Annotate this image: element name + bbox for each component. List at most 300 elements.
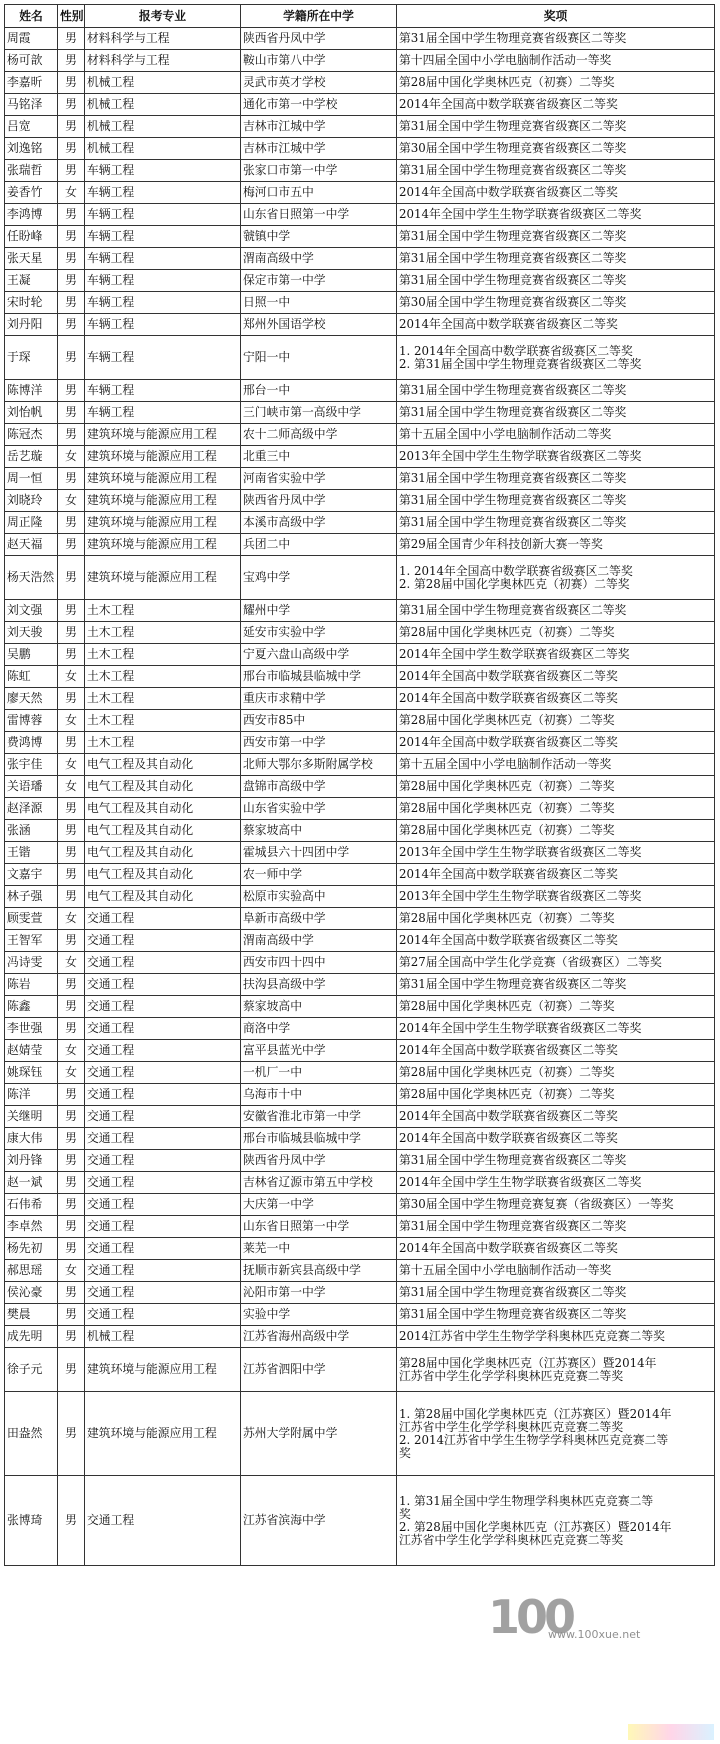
cell-school: 宁夏六盘山高级中学: [241, 644, 397, 666]
cell-award: 第31届全国中学生物理竞赛省级赛区二等奖: [397, 490, 715, 512]
cell-school: 吉林市江城中学: [241, 116, 397, 138]
cell-gender: 男: [58, 204, 85, 226]
cell-major: 电气工程及其自动化: [85, 754, 241, 776]
cell-school: 鞍山市第八中学: [241, 50, 397, 72]
cell-major: 电气工程及其自动化: [85, 864, 241, 886]
cell-major: 机械工程: [85, 72, 241, 94]
cell-gender: 男: [58, 1238, 85, 1260]
header-row: [5, 5, 715, 28]
cell-school: 河南省实验中学: [241, 468, 397, 490]
cell-major: 土木工程: [85, 600, 241, 622]
cell-major: 车辆工程: [85, 248, 241, 270]
table-row: [5, 468, 715, 490]
cell-school: 一机厂一中: [241, 1062, 397, 1084]
cell-name: 张涵: [5, 820, 58, 842]
cell-major: 建筑环境与能源应用工程: [85, 512, 241, 534]
cell-school: 梅河口市五中: [241, 182, 397, 204]
cell-major: 土木工程: [85, 622, 241, 644]
cell-gender: 男: [58, 1392, 85, 1476]
table-row: [5, 490, 715, 512]
cell-award: 第28届中国化学奥林匹克（江苏赛区）暨2014年 江苏省中学生化学学科奥林匹克竞赛二等奖: [397, 1348, 715, 1392]
cell-school: 耀州中学: [241, 600, 397, 622]
cell-gender: 男: [58, 644, 85, 666]
cell-award: 第31届全国中学生物理竞赛省级赛区二等奖: [397, 974, 715, 996]
cell-gender: 男: [58, 798, 85, 820]
cell-school: 北重三中: [241, 446, 397, 468]
cell-name: 雷博蓉: [5, 710, 58, 732]
cell-award: 2014年全国高中数学联赛省级赛区二等奖: [397, 94, 715, 116]
cell-school: 兵团二中: [241, 534, 397, 556]
cell-name: 王锴: [5, 842, 58, 864]
cell-major: 土木工程: [85, 644, 241, 666]
cell-name: 樊晨: [5, 1304, 58, 1326]
cell-school: 盘锦市高级中学: [241, 776, 397, 798]
cell-gender: 男: [58, 1172, 85, 1194]
table-row: [5, 1326, 715, 1348]
cell-name: 费鸿博: [5, 732, 58, 754]
cell-award: 第31届全国中学生物理竞赛省级赛区二等奖: [397, 226, 715, 248]
cell-award: 2014年全国高中数学联赛省级赛区二等奖: [397, 864, 715, 886]
table-row: [5, 512, 715, 534]
cell-award: 第31届全国中学生物理竞赛省级赛区二等奖: [397, 468, 715, 490]
cell-award: 2014年全国高中数学联赛省级赛区二等奖: [397, 930, 715, 952]
cell-school: 沁阳市第一中学: [241, 1282, 397, 1304]
cell-school: 吉林市江城中学: [241, 138, 397, 160]
cell-school: 通化市第一中学校: [241, 94, 397, 116]
cell-school: 重庆市求精中学: [241, 688, 397, 710]
cell-name: 杨先初: [5, 1238, 58, 1260]
cell-school: 西安市四十四中: [241, 952, 397, 974]
table-row: [5, 1282, 715, 1304]
cell-name: 吕宽: [5, 116, 58, 138]
cell-school: 富平县蓝光中学: [241, 1040, 397, 1062]
cell-name: 宋时轮: [5, 292, 58, 314]
cell-gender: 男: [58, 1348, 85, 1392]
header-name: 姓名: [5, 5, 58, 28]
cell-gender: 男: [58, 1150, 85, 1172]
cell-school: 霍城县六十四团中学: [241, 842, 397, 864]
cell-major: 交通工程: [85, 908, 241, 930]
cell-name: 赵天福: [5, 534, 58, 556]
cell-name: 刘晓玲: [5, 490, 58, 512]
cell-award: 2014年全国高中数学联赛省级赛区二等奖: [397, 1106, 715, 1128]
cell-major: 车辆工程: [85, 204, 241, 226]
table-row: [5, 182, 715, 204]
cell-gender: 男: [58, 380, 85, 402]
cell-major: 土木工程: [85, 688, 241, 710]
cell-award: 第十五届全国中小学电脑制作活动一等奖: [397, 1260, 715, 1282]
header-gender: 性别: [58, 5, 85, 28]
cell-major: 交通工程: [85, 1128, 241, 1150]
table-row: [5, 1106, 715, 1128]
cell-major: 交通工程: [85, 1216, 241, 1238]
corner-decoration: [628, 1724, 714, 1740]
table-row: [5, 1304, 715, 1326]
cell-award: 2013年全国中学生生物学联赛省级赛区二等奖: [397, 842, 715, 864]
cell-gender: 男: [58, 732, 85, 754]
cell-major: 建筑环境与能源应用工程: [85, 534, 241, 556]
table-row: [5, 842, 715, 864]
table-row: [5, 688, 715, 710]
cell-major: 交通工程: [85, 1282, 241, 1304]
cell-award: 2014年全国高中数学联赛省级赛区二等奖: [397, 1128, 715, 1150]
cell-major: 建筑环境与能源应用工程: [85, 424, 241, 446]
cell-award: 第30届全国中学生物理竞赛省级赛区二等奖: [397, 292, 715, 314]
cell-gender: 男: [58, 930, 85, 952]
cell-gender: 男: [58, 138, 85, 160]
cell-award: 1. 第31届全国中学生物理学科奥林匹克竞赛二等 奖 2. 第28届中国化学奥林匹克（江苏赛区）暨2014年 江苏省中学生化学学科奥林匹克竞赛二等奖: [397, 1476, 715, 1566]
cell-award: 2014年全国中学生生物学联赛省级赛区二等奖: [397, 204, 715, 226]
watermark-logo: [488, 1590, 678, 1646]
cell-school: 邢台市临城县临城中学: [241, 1128, 397, 1150]
cell-name: 赵泽源: [5, 798, 58, 820]
table-row: [5, 798, 715, 820]
table-row: [5, 1062, 715, 1084]
cell-award: 第31届全国中学生物理竞赛省级赛区二等奖: [397, 28, 715, 50]
cell-gender: 男: [58, 842, 85, 864]
cell-major: 电气工程及其自动化: [85, 886, 241, 908]
cell-award: 第27届全国高中学生化学竞赛（省级赛区）二等奖: [397, 952, 715, 974]
table-row: [5, 1150, 715, 1172]
cell-award: 第28届中国化学奥林匹克（初赛）二等奖: [397, 908, 715, 930]
table-row: [5, 28, 715, 50]
cell-major: 建筑环境与能源应用工程: [85, 490, 241, 512]
cell-school: 商洛中学: [241, 1018, 397, 1040]
cell-name: 刘丹阳: [5, 314, 58, 336]
cell-major: 电气工程及其自动化: [85, 842, 241, 864]
cell-award: 2014江苏省中学生生物学学科奥林匹克竞赛二等奖: [397, 1326, 715, 1348]
cell-award: 2014年全国高中数学联赛省级赛区二等奖: [397, 688, 715, 710]
cell-major: 车辆工程: [85, 160, 241, 182]
table-row: [5, 710, 715, 732]
cell-major: 交通工程: [85, 1106, 241, 1128]
table-row: [5, 1128, 715, 1150]
cell-name: 徐子元: [5, 1348, 58, 1392]
table-row: [5, 314, 715, 336]
cell-major: 交通工程: [85, 1018, 241, 1040]
cell-major: 交通工程: [85, 1062, 241, 1084]
cell-gender: 男: [58, 886, 85, 908]
cell-gender: 男: [58, 864, 85, 886]
cell-gender: 男: [58, 688, 85, 710]
cell-gender: 男: [58, 424, 85, 446]
cell-award: 第31届全国中学生物理竞赛省级赛区二等奖: [397, 512, 715, 534]
cell-school: 松原市实验高中: [241, 886, 397, 908]
cell-award: 第31届全国中学生物理竞赛省级赛区二等奖: [397, 1216, 715, 1238]
cell-award: 2013年全国中学生生物学联赛省级赛区二等奖: [397, 886, 715, 908]
cell-major: 交通工程: [85, 930, 241, 952]
table-row: [5, 930, 715, 952]
table-row: [5, 908, 715, 930]
cell-major: 机械工程: [85, 138, 241, 160]
table-row: [5, 644, 715, 666]
cell-name: 李鸿博: [5, 204, 58, 226]
cell-award: 第28届中国化学奥林匹克（初赛）二等奖: [397, 622, 715, 644]
cell-award: 第29届全国青少年科技创新大赛一等奖: [397, 534, 715, 556]
header-major: 报考专业: [85, 5, 241, 28]
table-row: [5, 732, 715, 754]
cell-school: 西安市85中: [241, 710, 397, 732]
cell-school: 大庆第一中学: [241, 1194, 397, 1216]
cell-award: 2014年全国高中数学联赛省级赛区二等奖: [397, 666, 715, 688]
cell-major: 电气工程及其自动化: [85, 820, 241, 842]
cell-gender: 男: [58, 116, 85, 138]
table-row: [5, 666, 715, 688]
cell-gender: 男: [58, 512, 85, 534]
table-row: [5, 820, 715, 842]
cell-major: 交通工程: [85, 1304, 241, 1326]
cell-gender: 女: [58, 710, 85, 732]
cell-name: 成先明: [5, 1326, 58, 1348]
cell-major: 土木工程: [85, 710, 241, 732]
cell-gender: 女: [58, 1062, 85, 1084]
cell-name: 陈博洋: [5, 380, 58, 402]
cell-major: 交通工程: [85, 1260, 241, 1282]
table-row: [5, 248, 715, 270]
table-row: [5, 1348, 715, 1392]
cell-gender: 女: [58, 446, 85, 468]
table-row: [5, 754, 715, 776]
cell-major: 材料科学与工程: [85, 50, 241, 72]
cell-gender: 女: [58, 182, 85, 204]
cell-award: 1. 2014年全国高中数学联赛省级赛区二等奖 2. 第31届全国中学生物理竞赛省级赛区二等奖: [397, 336, 715, 380]
table-row: [5, 864, 715, 886]
cell-name: 刘文强: [5, 600, 58, 622]
cell-school: 郑州外国语学校: [241, 314, 397, 336]
cell-school: 农一师中学: [241, 864, 397, 886]
cell-award: 第31届全国中学生物理竞赛省级赛区二等奖: [397, 116, 715, 138]
cell-gender: 女: [58, 908, 85, 930]
cell-gender: 男: [58, 160, 85, 182]
cell-major: 建筑环境与能源应用工程: [85, 446, 241, 468]
cell-gender: 男: [58, 1018, 85, 1040]
table-row: [5, 94, 715, 116]
cell-major: 车辆工程: [85, 380, 241, 402]
cell-major: 车辆工程: [85, 314, 241, 336]
cell-school: 邢台一中: [241, 380, 397, 402]
watermark-number: 100: [488, 1590, 573, 1644]
cell-gender: 男: [58, 996, 85, 1018]
table-row: [5, 116, 715, 138]
cell-gender: 男: [58, 1282, 85, 1304]
cell-major: 机械工程: [85, 94, 241, 116]
cell-gender: 男: [58, 974, 85, 996]
cell-gender: 男: [58, 226, 85, 248]
cell-gender: 男: [58, 28, 85, 50]
cell-gender: 男: [58, 50, 85, 72]
cell-gender: 男: [58, 72, 85, 94]
cell-school: 渭南高级中学: [241, 248, 397, 270]
cell-gender: 女: [58, 490, 85, 512]
table-row: [5, 974, 715, 996]
cell-award: 2014年全国高中数学联赛省级赛区二等奖: [397, 182, 715, 204]
cell-major: 车辆工程: [85, 292, 241, 314]
cell-name: 吴鹏: [5, 644, 58, 666]
cell-school: 山东省实验中学: [241, 798, 397, 820]
cell-name: 于琛: [5, 336, 58, 380]
table-row: [5, 600, 715, 622]
table-row: [5, 446, 715, 468]
cell-gender: 男: [58, 336, 85, 380]
cell-name: 侯沁豪: [5, 1282, 58, 1304]
cell-gender: 女: [58, 1260, 85, 1282]
cell-name: 冯诗雯: [5, 952, 58, 974]
cell-award: 第十五届全国中小学电脑制作活动二等奖: [397, 424, 715, 446]
cell-award: 第31届全国中学生物理竞赛省级赛区二等奖: [397, 270, 715, 292]
table-row: [5, 292, 715, 314]
cell-school: 陕西省丹凤中学: [241, 28, 397, 50]
cell-name: 李嘉昕: [5, 72, 58, 94]
table-row: [5, 380, 715, 402]
cell-gender: 男: [58, 600, 85, 622]
cell-major: 交通工程: [85, 974, 241, 996]
cell-name: 刘丹锋: [5, 1150, 58, 1172]
cell-school: 西安市第一中学: [241, 732, 397, 754]
cell-school: 邢台市临城县临城中学: [241, 666, 397, 688]
cell-school: 北师大鄂尔多斯附属学校: [241, 754, 397, 776]
cell-name: 康大伟: [5, 1128, 58, 1150]
cell-award: 第31届全国中学生物理竞赛省级赛区二等奖: [397, 402, 715, 424]
cell-name: 张瑞哲: [5, 160, 58, 182]
table-row: [5, 534, 715, 556]
cell-gender: 男: [58, 94, 85, 116]
cell-school: 江苏省泗阳中学: [241, 1348, 397, 1392]
cell-name: 刘怡帆: [5, 402, 58, 424]
cell-award: 2013年全国中学生生物学联赛省级赛区二等奖: [397, 446, 715, 468]
cell-award: 第28届中国化学奥林匹克（初赛）二等奖: [397, 710, 715, 732]
table-row: [5, 1040, 715, 1062]
cell-name: 周一恒: [5, 468, 58, 490]
cell-award: 第31届全国中学生物理竞赛省级赛区二等奖: [397, 1150, 715, 1172]
cell-name: 张天星: [5, 248, 58, 270]
cell-award: 第十四届全国中小学电脑制作活动一等奖: [397, 50, 715, 72]
cell-major: 机械工程: [85, 116, 241, 138]
table-row: [5, 1216, 715, 1238]
cell-award: 第28届中国化学奥林匹克（初赛）二等奖: [397, 1062, 715, 1084]
cell-name: 任盼峰: [5, 226, 58, 248]
cell-school: 陕西省丹凤中学: [241, 490, 397, 512]
table-body: [5, 28, 715, 1566]
cell-school: 渭南高级中学: [241, 930, 397, 952]
cell-major: 车辆工程: [85, 402, 241, 424]
cell-major: 机械工程: [85, 1326, 241, 1348]
table-row: [5, 996, 715, 1018]
cell-gender: 男: [58, 314, 85, 336]
cell-award: 第31届全国中学生物理竞赛省级赛区二等奖: [397, 248, 715, 270]
cell-gender: 男: [58, 1326, 85, 1348]
watermark-url: www.100xue.net: [548, 1628, 641, 1641]
cell-major: 交通工程: [85, 1172, 241, 1194]
cell-gender: 女: [58, 666, 85, 688]
table-row: [5, 138, 715, 160]
cell-major: 交通工程: [85, 1150, 241, 1172]
table-row: [5, 776, 715, 798]
cell-major: 车辆工程: [85, 182, 241, 204]
cell-major: 交通工程: [85, 1238, 241, 1260]
cell-major: 建筑环境与能源应用工程: [85, 468, 241, 490]
table-row: [5, 1172, 715, 1194]
header-award: 奖项: [397, 5, 715, 28]
cell-name: 陈岩: [5, 974, 58, 996]
cell-name: 陈洋: [5, 1084, 58, 1106]
cell-school: 江苏省滨海中学: [241, 1476, 397, 1566]
cell-award: 2014年全国高中数学联赛省级赛区二等奖: [397, 732, 715, 754]
table-row: [5, 886, 715, 908]
cell-award: 第31届全国中学生物理竞赛省级赛区二等奖: [397, 380, 715, 402]
cell-gender: 男: [58, 1106, 85, 1128]
cell-name: 赵婧莹: [5, 1040, 58, 1062]
cell-award: 第31届全国中学生物理竞赛省级赛区二等奖: [397, 1304, 715, 1326]
cell-major: 建筑环境与能源应用工程: [85, 556, 241, 600]
cell-award: 2014年全国中学生生物学联赛省级赛区二等奖: [397, 1018, 715, 1040]
cell-name: 顾雯萱: [5, 908, 58, 930]
table-row: [5, 1194, 715, 1216]
table-row: [5, 160, 715, 182]
cell-school: 宁阳一中: [241, 336, 397, 380]
cell-school: 实验中学: [241, 1304, 397, 1326]
cell-gender: 女: [58, 754, 85, 776]
cell-gender: 男: [58, 1128, 85, 1150]
table-row: [5, 1392, 715, 1476]
cell-school: 延安市实验中学: [241, 622, 397, 644]
cell-gender: 男: [58, 248, 85, 270]
cell-name: 杨天浩然: [5, 556, 58, 600]
cell-name: 李世强: [5, 1018, 58, 1040]
cell-gender: 男: [58, 468, 85, 490]
cell-name: 廖天然: [5, 688, 58, 710]
cell-gender: 男: [58, 1084, 85, 1106]
cell-school: 保定市第一中学: [241, 270, 397, 292]
cell-name: 赵一斌: [5, 1172, 58, 1194]
cell-major: 交通工程: [85, 1194, 241, 1216]
cell-school: 抚顺市新宾县高级中学: [241, 1260, 397, 1282]
cell-major: 电气工程及其自动化: [85, 776, 241, 798]
cell-major: 交通工程: [85, 1476, 241, 1566]
cell-name: 岳艺璇: [5, 446, 58, 468]
cell-award: 2014年全国高中数学联赛省级赛区二等奖: [397, 1040, 715, 1062]
cell-award: 第28届中国化学奥林匹克（初赛）二等奖: [397, 820, 715, 842]
cell-award: 1. 第28届中国化学奥林匹克（江苏赛区）暨2014年 江苏省中学生化学学科奥林匹克竞赛二等奖 2. 2014江苏省中学生生物学学科奥林匹克竞赛二等 奖: [397, 1392, 715, 1476]
cell-name: 周霞: [5, 28, 58, 50]
cell-name: 姜香竹: [5, 182, 58, 204]
cell-name: 文嘉宇: [5, 864, 58, 886]
table-row: [5, 622, 715, 644]
cell-name: 刘逸铭: [5, 138, 58, 160]
cell-name: 郝思瑶: [5, 1260, 58, 1282]
cell-gender: 男: [58, 1216, 85, 1238]
cell-school: 张家口市第一中学: [241, 160, 397, 182]
table-row: [5, 1476, 715, 1566]
cell-name: 姚琛钰: [5, 1062, 58, 1084]
admission-award-table: [4, 4, 715, 1566]
cell-gender: 男: [58, 1304, 85, 1326]
cell-school: 江苏省海州高级中学: [241, 1326, 397, 1348]
cell-school: 山东省日照第一中学: [241, 204, 397, 226]
cell-school: 吉林省辽源市第五中学校: [241, 1172, 397, 1194]
cell-school: 山东省日照第一中学: [241, 1216, 397, 1238]
cell-school: 扶沟县高级中学: [241, 974, 397, 996]
cell-award: 第30届全国中学生物理竞赛省级赛区二等奖: [397, 138, 715, 160]
cell-major: 建筑环境与能源应用工程: [85, 1348, 241, 1392]
table-row: [5, 204, 715, 226]
cell-gender: 女: [58, 1040, 85, 1062]
cell-major: 电气工程及其自动化: [85, 798, 241, 820]
cell-award: 第28届中国化学奥林匹克（初赛）二等奖: [397, 72, 715, 94]
table-row: [5, 424, 715, 446]
table-row: [5, 1260, 715, 1282]
cell-award: 第28届中国化学奥林匹克（初赛）二等奖: [397, 996, 715, 1018]
cell-gender: 女: [58, 952, 85, 974]
